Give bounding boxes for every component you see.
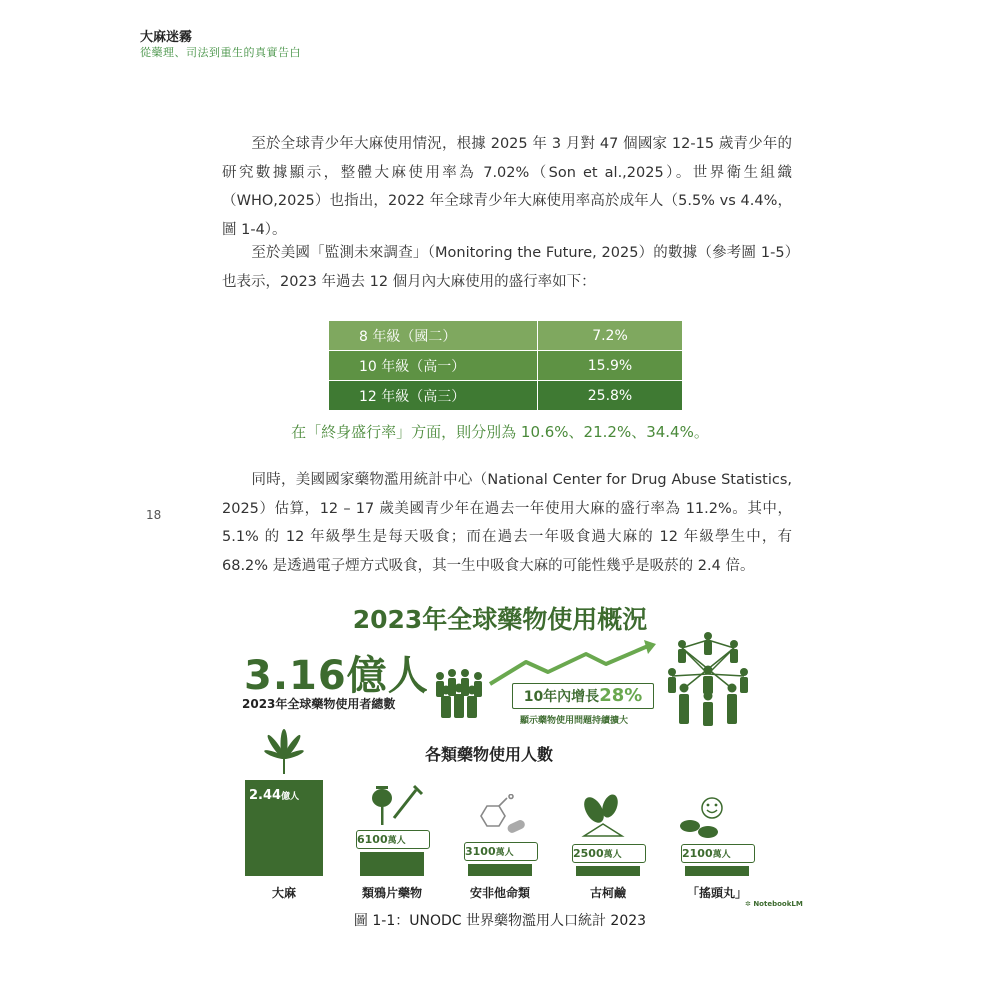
bar-value-unit: 億人 [281, 792, 300, 802]
lifetime-prevalence-note: 在「終身盛行率」方面，則分別為 10.6%、21.2%、34.4%。 [291, 423, 709, 441]
infographic-title: 2023年全球藥物使用概況 [352, 605, 648, 634]
drug-use-infographic [230, 600, 803, 908]
bar-value-label [465, 843, 514, 862]
cannabis-leaf-icon [258, 728, 310, 776]
bar-value-pill [356, 830, 430, 849]
bar-value-label [682, 845, 731, 864]
bar-3 [576, 866, 640, 876]
prevalence-table [328, 320, 683, 411]
bar-value-number: 3100 [465, 844, 496, 858]
rate-cell: 25.8% [538, 381, 683, 411]
poppy-syringe-icon [368, 780, 424, 826]
growth-arrow-icon [488, 640, 658, 688]
category-label: 安非他命類 [469, 886, 530, 900]
bar-value-number: 2100 [682, 847, 713, 860]
bar-value-number: 2500 [573, 847, 604, 860]
bar-value-unit: 萬人 [603, 850, 622, 860]
table-row [329, 321, 683, 351]
bar-value-number: 6100 [357, 833, 388, 846]
growth-note: 顯示藥物使用問題持續擴大 [520, 716, 629, 726]
chemical-pill-icon [473, 794, 529, 838]
table-row [329, 381, 683, 411]
notebooklm-label: NotebookLM [753, 900, 803, 908]
bar-value-number: 2.44 [249, 788, 282, 803]
total-users-caption: 2023年全球藥物使用者總數 [242, 697, 396, 711]
smiley-pill-icon [678, 796, 728, 840]
grade-cell: 8 年級（國二） [329, 321, 538, 351]
total-users-number: 3.16億人 [244, 653, 429, 699]
categories-title: 各類藥物使用人數 [425, 745, 554, 764]
book-title: 大麻迷霧 [140, 30, 193, 45]
grade-cell: 12 年級（高三） [329, 381, 538, 411]
bar-value-unit: 萬人 [387, 836, 406, 846]
people-crowd-icon [430, 666, 488, 722]
growth-box [512, 683, 654, 709]
people-network-icon [662, 630, 754, 728]
figure-caption: 圖 1-1：UNODC 世界藥物濫用人口統計 2023 [353, 913, 647, 929]
growth-percent: 28% [599, 685, 643, 706]
bar-2 [468, 864, 532, 876]
grade-cell: 10 年級（高一） [329, 351, 538, 381]
bar-value-label [357, 831, 406, 850]
page-number: 18 [146, 508, 162, 522]
bar-value-label [573, 845, 622, 864]
bar-value-pill [464, 842, 538, 861]
bar-4 [685, 866, 749, 876]
category-label: 大麻 [271, 886, 296, 900]
bar-value-unit: 萬人 [495, 847, 514, 858]
category-label: 古柯鹼 [589, 886, 626, 900]
paragraph-monitoring-future: 至於美國「監測未來調查」（Monitoring the Future, 2025）的數據（參考圖 1-5）也表示，2023 年過去 12 個月內大麻使用的盛行率如下： [222, 245, 792, 290]
bar-value-label [249, 788, 299, 803]
coca-leaf-icon [578, 794, 628, 838]
book-subtitle: 從藥理、司法到重生的真實告白 [140, 46, 301, 59]
category-label: 類鴉片藥物 [361, 886, 422, 900]
rate-cell: 7.2% [538, 321, 683, 351]
growth-prefix: 10年內增長 [523, 689, 600, 705]
bar-value-unit: 萬人 [712, 850, 731, 860]
notebooklm-mark: ✲ NotebookLM [745, 900, 803, 908]
bar-value-pill [572, 844, 646, 863]
paragraph-youth-global: 至於全球青少年大麻使用情況，根據 2025 年 3 月對 47 個國家 12-15 歲青少年的研究數據顯示，整體大麻使用率為 7.02%（Son et al.,2025）。世界衛生組織（WHO,2025）也指出，2022 年全球青少年大麻使用率高於成年人（5.5% vs 4.4%，圖 1-4）。 [222, 136, 792, 238]
table-row [329, 351, 683, 381]
bar-1 [360, 852, 424, 876]
rate-cell: 15.9% [538, 351, 683, 381]
paragraph-ncdas: 同時，美國國家藥物濫用統計中心（National Center for Drug Abuse Statistics, 2025）估算，12 – 17 歲美國青少年在過去一年使用大麻的盛行率為 11.2%。其中，5.1% 的 12 年級學生是每天吸食；而在過去一年吸食過大麻的 12 年級學生中，有 68.2% 是透過電子煙方式吸食，其一生中吸食大麻的可能性幾乎是吸菸的 2.4 倍。 [222, 472, 792, 574]
bar-value-pill [681, 844, 755, 863]
category-label: 「搖頭丸」 [686, 886, 747, 900]
